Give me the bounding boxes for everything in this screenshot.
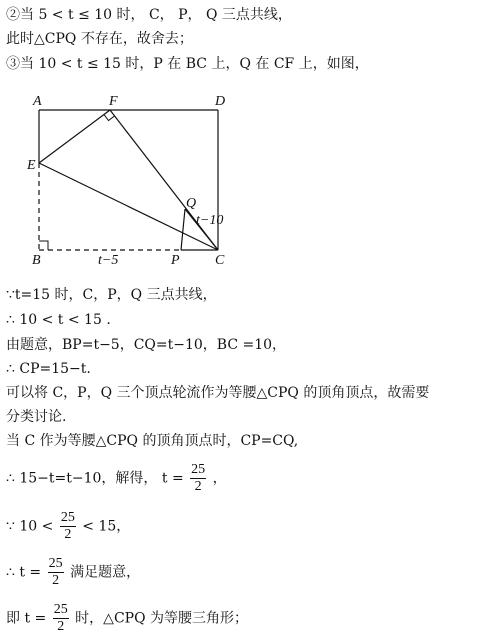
text-line-cp: ∴ CP=15−t. (6, 361, 91, 377)
fraction-25-2 (53, 602, 69, 635)
text-line-given: 由题意，BP=t−5，CQ=t−10，BC =10， (6, 337, 287, 353)
label-b: B (32, 253, 41, 268)
text-line-case3: ③当 10 < t ≤ 15 时，P 在 BC 上，Q 在 CF 上，如图， (6, 56, 369, 72)
text-line-discard: 此时△CPQ 不存在，故舍去； (6, 31, 193, 47)
label-p: P (171, 253, 180, 268)
equation-valid-suffix: 满足题意， (70, 564, 141, 581)
fraction-denominator: 2 (52, 573, 60, 588)
label-q: Q (186, 196, 197, 211)
label-d: D (215, 94, 226, 109)
equation-range-check (6, 510, 130, 543)
fraction-numerator: 25 (48, 556, 63, 571)
right-angle-mark-f (104, 115, 115, 121)
equation-conclusion-suffix: 时，△CPQ 为等腰三角形； (75, 610, 248, 627)
equation-solve-suffix: ， (212, 470, 227, 487)
fraction-denominator: 2 (194, 479, 202, 494)
fraction-numerator: 25 (60, 510, 75, 525)
segment-pq (181, 209, 185, 250)
text-line-t-range: ∴ 10 < t < 15 . (6, 312, 111, 328)
equation-conclusion-prefix: 即 t = (6, 610, 47, 627)
equation-conclusion (6, 602, 248, 635)
segment-ef (39, 110, 110, 163)
label-e: E (27, 158, 36, 173)
fraction-denominator: 2 (64, 527, 72, 542)
text-line-case2: ②当 5 < t ≤ 10 时， C， P， Q 三点共线， (6, 7, 292, 23)
fraction-numerator: 25 (53, 602, 68, 617)
label-a: A (33, 94, 42, 109)
equation-solve (6, 462, 227, 495)
equation-range-prefix: ∵ 10 < (6, 518, 54, 535)
geometry-figure (0, 85, 491, 285)
equation-valid-prefix: ∴ t = (6, 564, 42, 581)
label-f: F (109, 94, 118, 109)
text-line-t15-collinear: ∵t=15 时，C，P，Q 三点共线， (6, 287, 217, 303)
text-line-classify: 分类讨论. (6, 409, 67, 425)
label-c: C (215, 253, 225, 268)
fraction-25-2 (48, 556, 64, 589)
label-cq-length: t−10 (196, 213, 224, 228)
fraction-25-2 (190, 462, 206, 495)
equation-range-suffix: < 15， (82, 518, 131, 535)
text-line-discussion: 可以将 C，P，Q 三个顶点轮流作为等腰△CPQ 的顶角顶点，故需要 (6, 385, 430, 401)
equation-valid (6, 556, 140, 589)
text-line-case-c-apex: 当 C 作为等腰△CPQ 的顶角顶点时，CP=CQ, (6, 433, 299, 449)
fraction-denominator: 2 (57, 619, 65, 634)
equation-solve-text: ∴ 15−t=t−10，解得， t = (6, 470, 184, 487)
label-bp-length: t−5 (98, 253, 119, 268)
fraction-25-2 (60, 510, 76, 543)
fraction-numerator: 25 (191, 462, 206, 477)
right-angle-mark-b (39, 241, 48, 250)
